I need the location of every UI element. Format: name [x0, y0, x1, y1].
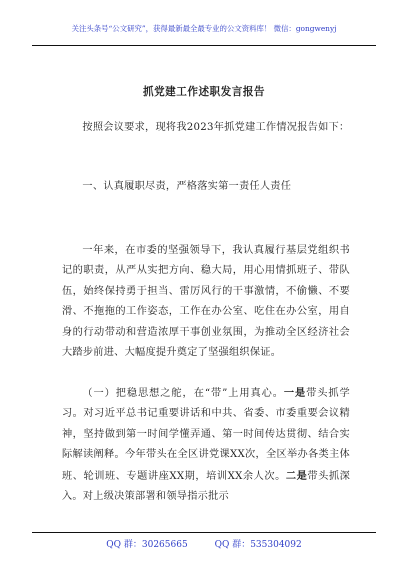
header-banner: 关注头条号“公文研究”，获得最新最全最专业的公文资料库！ 微信：gongwenyj	[71, 24, 337, 33]
intro-paragraph: 按照会议要求，现将我2023年抓党建工作情况报告如下：	[82, 122, 350, 133]
point-text: 带头抓学习。对习近平总书记重要讲话和中共、省委、市委重要会议精神，坚持做到第一时间学懂弄通、第一时间传达贯彻、结合实际解读阐释。今年带头在全区讲党课XX次，全区举办各类主体班、轮训班、专题讲座XX期，培训XX余人次。	[62, 388, 350, 482]
document-body	[62, 118, 350, 138]
point-text: 带头抓深入。对上级决策部署和领导指示批示	[62, 470, 351, 503]
section-heading: 一、认真履职尽责，严格落实第一责任人责任	[82, 181, 292, 192]
header-divider	[32, 45, 376, 46]
document-title: 抓党建工作述职发言报告	[142, 86, 266, 98]
point-label: 一是	[283, 387, 307, 399]
footer-qq-group-2: QQ 群：535304092	[214, 540, 302, 550]
footer-qq-group-1: QQ 群：30265665	[106, 540, 188, 550]
point-label: 二是	[285, 469, 308, 482]
section-1-body	[62, 241, 350, 363]
section-paragraph: 一年来，在市委的坚强领导下，我认真履行基层党组织书记的职责，从严从实把方向、稳大局，用心用情抓班子、带队伍，始终保持勇于担当、雷厉风行的干事激情，不偷懒、不要滑、不拖拖的工作姿态，工作在办公室、吃住在办公室，用自身的行动带动和营造浓厚干事创业氛围，为推动全区经济社会大踏步前进、大幅度提升奠定了坚强组织保证。	[62, 245, 350, 359]
section-1	[62, 177, 350, 197]
subsection-1	[62, 383, 350, 507]
footer	[0, 537, 408, 550]
subsection-lead: （一）把稳思想之舵，在“带”上用真心。	[82, 388, 284, 399]
footer-divider	[32, 532, 376, 533]
subsection-paragraph	[62, 383, 350, 507]
